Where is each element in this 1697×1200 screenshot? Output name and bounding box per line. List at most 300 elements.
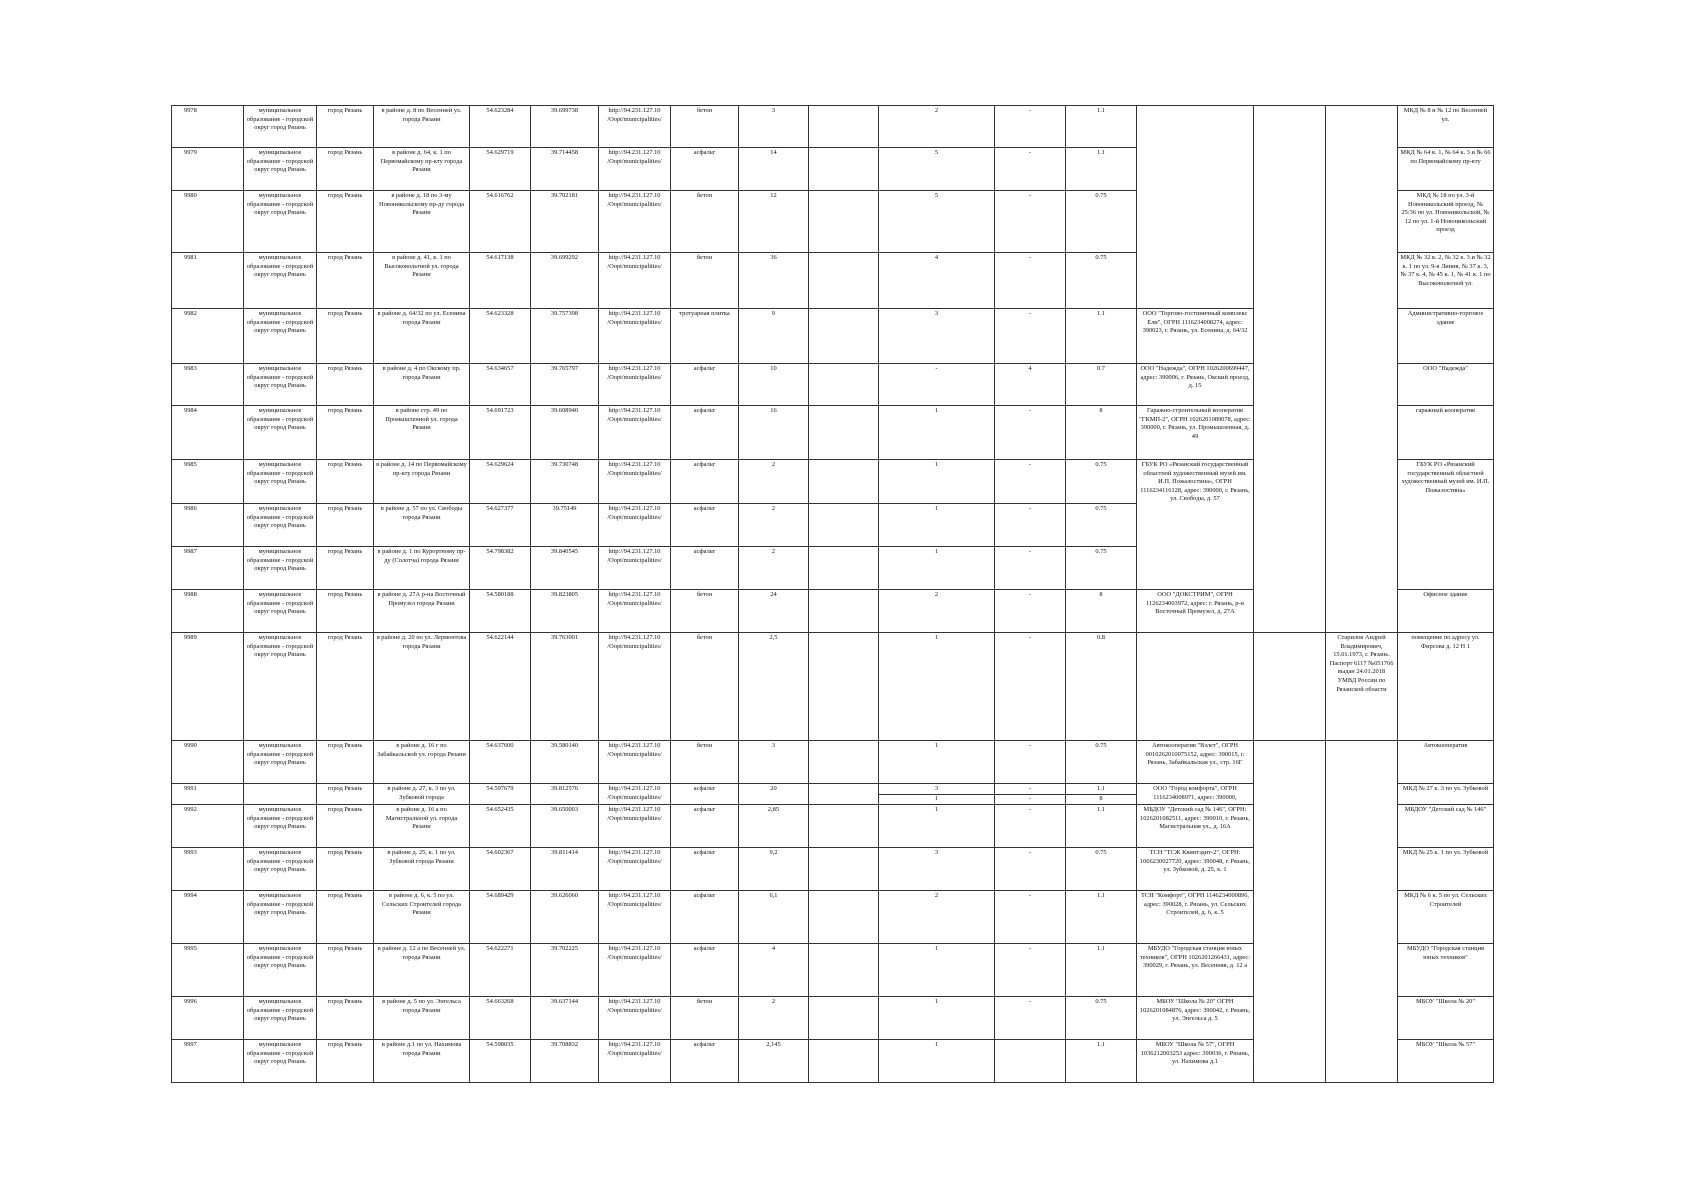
column-9-cell [809, 191, 879, 253]
longitude-cell [531, 891, 599, 944]
map-link-text[interactable]: http://94.231.127.10 /Oopt/municipalities/ [607, 254, 662, 270]
municipality-text: муниципальное образование - городской округ город Рязань [246, 591, 314, 616]
individual-owner-text: Старилов Андрей Владимирович, 15.01.1973, г. Рязань. Паспорт 6117 №051766 выдан 24.01.2018 УМВД России по Рязанской области [1329, 634, 1394, 693]
map-link-text[interactable]: http://94.231.127.10 /Oopt/municipalities/ [607, 505, 662, 521]
surface-type-cell [671, 944, 739, 997]
area-text: 2 [771, 998, 776, 1006]
area-cell [739, 944, 809, 997]
column-11-cell [995, 805, 1066, 848]
longitude-text: 39.812576 [550, 785, 579, 792]
longitude-cell [531, 148, 599, 191]
location-address-cell [374, 805, 470, 848]
container-count-text: 5 [934, 149, 939, 156]
waste-source-text: МКД № 8 и № 12 по Весенней ул. [1403, 107, 1488, 123]
city-cell [317, 590, 374, 633]
map-link-cell[interactable] [599, 1040, 671, 1083]
container-count-text: 2 [934, 892, 939, 900]
map-link-cell[interactable] [599, 191, 671, 253]
container-count-cell [879, 1040, 995, 1083]
map-link-cell[interactable] [599, 805, 671, 848]
latitude-text: 54.623284 [486, 107, 514, 114]
longitude-text: 39.626060 [550, 892, 579, 900]
container-volume-text: 8 [1099, 591, 1103, 598]
map-link-text[interactable]: http://94.231.127.10 /Oopt/municipalities/ [607, 742, 662, 758]
record-number-cell [172, 106, 244, 148]
map-link-cell[interactable] [599, 997, 671, 1040]
column-11-cell [995, 590, 1066, 633]
surface-type-cell [671, 590, 739, 633]
map-link-text[interactable]: http://94.231.127.10 /Oopt/municipalities/ [607, 149, 662, 165]
latitude-text: 54.652435 [486, 806, 514, 814]
map-link-text[interactable]: http://94.231.127.10 /Oopt/municipalities/ [607, 849, 662, 865]
area-cell [739, 784, 809, 805]
map-link-text[interactable]: http://94.231.127.10 /Oopt/municipalities/ [607, 365, 662, 381]
column-11-text: - [1028, 945, 1032, 953]
city-text: город Рязань [327, 849, 363, 857]
latitude-cell [470, 633, 531, 741]
column-9-cell [809, 805, 879, 848]
map-link-text[interactable]: http://94.231.127.10 /Oopt/municipalities/ [607, 310, 662, 326]
container-volume-cell [1066, 784, 1137, 805]
city-text: город Рязань [327, 407, 363, 414]
location-address-text: в районе д. 25, к. 1 по ул. Зубковой города Рязани [387, 849, 456, 865]
map-link-cell[interactable] [599, 504, 671, 547]
container-volume-text: 0.7 [1097, 365, 1105, 372]
location-address-text: в районе д. 41, к. 1 по Высоковольтной ул. города Рязани [384, 254, 459, 279]
container-count-text: 4 [934, 254, 939, 261]
surface-type-text: бетон [696, 192, 713, 199]
column-11-cell [995, 460, 1066, 504]
owner-info-cell [1137, 406, 1254, 460]
latitude-cell [470, 590, 531, 633]
location-address-text: в районе д. 18 по 3-му Новоникольскому пр-ду города Рязани [378, 192, 465, 217]
owner-info-text: МБОУ "Школа № 20" ОГРН 1026201084876, адрес: 390042, г. Рязань, ул. Энгельса д. 5 [1139, 998, 1251, 1023]
waste-source-text: МКД № 27 к. 3 по ул. Зубковой [1402, 785, 1489, 792]
latitude-text: 54.691723 [486, 407, 514, 414]
area-text: 6,1 [769, 892, 778, 900]
longitude-text: 39.823805 [550, 591, 579, 598]
column-11-text: - [1028, 591, 1032, 598]
location-address-cell [374, 741, 470, 784]
city-text: город Рязань [327, 365, 363, 372]
container-volume-text: 1.1 [1097, 310, 1105, 317]
municipality-text: муниципальное образование - городской округ город Рязань [246, 107, 314, 132]
record-number-cell [172, 547, 244, 590]
owner-info-cell [1137, 309, 1254, 364]
map-link-text[interactable]: http://94.231.127.10 /Oopt/municipalities/ [607, 1041, 662, 1057]
record-number-text: 9987 [184, 548, 197, 555]
column-14-cell [1254, 633, 1326, 741]
map-link-text[interactable]: http://94.231.127.10 /Oopt/municipalities/ [607, 892, 662, 908]
municipality-text: муниципальное образование - городской округ город Рязань [246, 548, 314, 573]
area-cell [739, 997, 809, 1040]
location-address-text: в районе д. 27, к. 3 по ул. Зубковой города [387, 785, 456, 801]
column-9-cell [809, 106, 879, 148]
waste-source-text: ГБУК РО «Рязанский государственный областной художественный музей им. И.П. Пожалостина» [1401, 461, 1490, 494]
column-11-cell [995, 309, 1066, 364]
column-11-cell [995, 848, 1066, 891]
container-count-text: 1 [934, 945, 939, 953]
longitude-text: 39.765797 [550, 365, 579, 372]
longitude-cell [531, 805, 599, 848]
container-volume-cell [1066, 148, 1137, 191]
map-link-cell[interactable] [599, 741, 671, 784]
area-text: 14 [770, 149, 777, 156]
surface-type-text: бетон [696, 254, 713, 261]
latitude-cell [470, 253, 531, 309]
owner-info-cell [1137, 633, 1254, 741]
city-cell [317, 406, 374, 460]
location-address-cell [374, 891, 470, 944]
map-link-cell[interactable] [599, 547, 671, 590]
container-count-cell [879, 891, 995, 944]
city-cell [317, 741, 374, 784]
latitude-text: 54.580188 [486, 591, 514, 598]
latitude-text: 54.798382 [486, 548, 514, 555]
owner-info-text: ООО "ДОКСТРИМ", ОГРН 1126234003972, адрес: г. Рязань, р-н Восточный Промузел, д. 27А [1146, 591, 1244, 616]
record-number-text: 9982 [184, 310, 197, 317]
container-count-cell [879, 741, 995, 784]
municipality-text: муниципальное образование - городской округ город Рязань [246, 505, 314, 530]
map-link-cell[interactable] [599, 848, 671, 891]
location-address-cell [374, 106, 470, 148]
latitude-cell [470, 997, 531, 1040]
area-cell [739, 106, 809, 148]
container-count-cell [879, 191, 995, 253]
container-volume-text: 8 [1099, 407, 1103, 414]
column-11-cell [995, 741, 1066, 784]
city-text: город Рязань [327, 945, 363, 953]
surface-type-text: асфальт [693, 548, 716, 555]
column-11-cell [995, 106, 1066, 148]
container-count-text: 2 [934, 591, 939, 598]
municipality-cell [244, 106, 317, 148]
municipality-cell [244, 805, 317, 848]
area-cell [739, 891, 809, 944]
container-volume-cell [1066, 805, 1137, 848]
location-address-text: в районе д. 12 а по Весенней ул. города Рязани [377, 945, 466, 961]
longitude-text: 39.714458 [550, 149, 579, 156]
container-count-text: 1 [934, 1041, 939, 1049]
container-count-cell [879, 633, 995, 741]
record-number-cell [172, 309, 244, 364]
container-volume-cell [1066, 191, 1137, 253]
latitude-text: 54.616762 [486, 192, 514, 199]
waste-source-cell [1398, 1040, 1494, 1083]
map-link-cell[interactable] [599, 460, 671, 504]
container-count-text: 1 [934, 806, 939, 814]
surface-type-text: асфальт [693, 407, 716, 414]
latitude-cell [470, 741, 531, 784]
waste-source-cell [1398, 253, 1494, 309]
location-address-cell [374, 848, 470, 891]
record-number-text: 9989 [184, 634, 197, 641]
column-9-cell [809, 891, 879, 944]
surface-type-cell [671, 309, 739, 364]
container-volume-cell [1066, 891, 1137, 944]
column-11-text: - [1028, 192, 1032, 199]
map-link-text[interactable]: http://94.231.127.10 /Oopt/municipalities/ [607, 192, 662, 208]
waste-source-cell [1398, 633, 1494, 741]
map-link-text[interactable]: http://94.231.127.10 /Oopt/municipalities/ [607, 945, 662, 961]
area-text: 36 [770, 254, 777, 261]
city-cell [317, 148, 374, 191]
column-11-cell [995, 1040, 1066, 1083]
container-volume-text: 0.75 [1095, 742, 1107, 749]
location-address-text: в районе д. 8 по Весенней ул. города Рязани [381, 107, 462, 123]
city-text: город Рязань [327, 785, 363, 792]
longitude-text: 39.763001 [550, 634, 579, 641]
area-cell [739, 406, 809, 460]
owner-info-text: МБДОУ "Детский сад № 146", ОГРН: 1026201082511, адрес: 390010, г. Рязань, Магистральная ул., д. 16А [1140, 806, 1250, 831]
column-11-cell [995, 253, 1066, 309]
owner-info-text: Автокооператив "Взлет", ОГРН 0010262010075152, адрес: 390015, г. Рязань, Забайкальская ул., стр. 16Г [1145, 742, 1245, 767]
container-volume-cell [1066, 633, 1137, 741]
city-cell [317, 944, 374, 997]
latitude-cell [470, 460, 531, 504]
individual-owner-cell [1326, 106, 1398, 633]
record-number-text: 9980 [184, 192, 197, 199]
municipality-text: муниципальное образование - городской округ город Рязань [246, 742, 314, 767]
location-address-cell [374, 633, 470, 741]
municipality-text: муниципальное образование - городской округ город Рязань [246, 892, 314, 917]
municipality-text: муниципальное образование - городской округ город Рязань [246, 461, 314, 486]
waste-source-text: МКД № 64 к. 1, № 64 к. 3 и № 66 по Первомайскому пр-кту [1400, 149, 1491, 165]
map-link-text[interactable]: http://94.231.127.10 /Oopt/municipalities/ [607, 461, 662, 477]
city-cell [317, 1040, 374, 1083]
surface-type-text: бетон [696, 634, 713, 641]
latitude-text: 54.689429 [486, 892, 514, 900]
location-address-cell [374, 504, 470, 547]
area-text: 2 [771, 505, 776, 512]
map-link-cell[interactable] [599, 106, 671, 148]
container-volume-cell [1066, 253, 1137, 309]
waste-source-text: МКД № 18 по ул. 3-й Новоникольский проезд, № 25/36 по ул. Новоникольской, № 12 по ул. 1-й Новоникольский проезд [1401, 192, 1490, 234]
location-address-cell [374, 406, 470, 460]
latitude-text: 54.598035 [486, 1041, 514, 1049]
city-cell [317, 997, 374, 1040]
column-11-text: - [1028, 892, 1032, 900]
city-cell [317, 504, 374, 547]
surface-type-cell [671, 997, 739, 1040]
container-count-cell [879, 460, 995, 504]
latitude-text: 54.622271 [486, 945, 514, 953]
surface-type-cell [671, 805, 739, 848]
column-14-cell [1254, 741, 1326, 1083]
record-number-text: 9978 [184, 107, 197, 114]
container-volume-text: 1.1 [1097, 1041, 1105, 1049]
map-link-text[interactable]: http://94.231.127.10 /Oopt/municipalities/ [607, 785, 662, 801]
latitude-cell [470, 148, 531, 191]
map-link-text[interactable]: http://94.231.127.10 /Oopt/municipalities/ [607, 548, 662, 564]
surface-type-text: бетон [696, 107, 713, 114]
longitude-text: 39.699292 [550, 254, 579, 261]
longitude-cell [531, 633, 599, 741]
map-link-cell[interactable] [599, 253, 671, 309]
area-text: 20 [770, 785, 777, 792]
map-link-cell[interactable] [599, 891, 671, 944]
column-9-cell [809, 148, 879, 191]
table-row [172, 106, 1494, 148]
area-text: 2,85 [767, 806, 780, 814]
latitude-cell [470, 891, 531, 944]
container-volume-cell [1066, 406, 1137, 460]
container-volume-part: 8 [1066, 794, 1136, 804]
area-cell [739, 547, 809, 590]
location-address-cell [374, 997, 470, 1040]
map-link-cell[interactable] [599, 148, 671, 191]
column-11-cell [995, 997, 1066, 1040]
longitude-cell [531, 784, 599, 805]
owner-info-text: МБОУ "Школа № 57", ОГРН 1036212003253 адрес: 390036, г. Рязань, ул. Нахимова д.1 [1140, 1041, 1250, 1066]
location-address-text: в районе стр. 49 по Промышленной ул. города Рязани [385, 407, 458, 432]
surface-type-text: бетон [696, 998, 713, 1006]
municipality-cell [244, 944, 317, 997]
location-address-text: в районе д. 64, к. 1 по Первомайскому пр-кту города Рязани [380, 149, 463, 174]
container-volume-text: 0.75 [1095, 998, 1107, 1006]
city-text: город Рязань [327, 806, 363, 814]
longitude-text: 39.730748 [550, 461, 579, 468]
city-cell [317, 309, 374, 364]
surface-type-cell [671, 253, 739, 309]
surface-type-cell [671, 633, 739, 741]
city-text: город Рязань [327, 149, 363, 156]
container-volume-text: 0.75 [1095, 505, 1107, 512]
surface-type-text: асфальт [693, 1041, 716, 1049]
container-volume-text: 1.1 [1097, 149, 1105, 156]
map-link-cell[interactable] [599, 784, 671, 805]
longitude-cell [531, 1040, 599, 1083]
area-text: 24 [770, 591, 777, 598]
container-volume-cell [1066, 364, 1137, 406]
waste-source-text: ООО "Надежда" [1423, 365, 1468, 372]
surface-type-cell [671, 547, 739, 590]
map-link-cell[interactable] [599, 406, 671, 460]
map-link-cell[interactable] [599, 364, 671, 406]
map-link-text[interactable]: http://94.231.127.10 /Oopt/municipalities/ [607, 806, 662, 822]
map-link-cell[interactable] [599, 590, 671, 633]
waste-source-cell [1398, 148, 1494, 191]
location-address-cell [374, 148, 470, 191]
waste-source-text: МКД № 25 к. 1 по ул. Зубковой [1402, 849, 1489, 857]
map-link-text[interactable]: http://94.231.127.10 /Oopt/municipalities/ [607, 407, 662, 423]
surface-type-cell [671, 460, 739, 504]
longitude-text: 39.650003 [550, 806, 579, 814]
map-link-cell[interactable] [599, 309, 671, 364]
container-count-text: 1 [934, 998, 939, 1006]
city-cell [317, 460, 374, 504]
longitude-cell [531, 997, 599, 1040]
city-cell [317, 106, 374, 148]
city-cell [317, 191, 374, 253]
owner-info-cell [1137, 460, 1254, 590]
waste-source-text: МКД № 32 к. 2, № 32 к. 3 и № 32 к. 1 по ул. 9-я Линия, № 37 к. 3, № 37 к. 4, № 45 к. 1, № 41 к. 1 по Высоковольтной ул. [1400, 254, 1491, 287]
column-11-cell [995, 891, 1066, 944]
location-address-text: в районе д. 6, к. 5 по ул. Сельских Строителей города Рязани [382, 892, 461, 917]
record-number-cell [172, 364, 244, 406]
column-9-cell [809, 406, 879, 460]
city-cell [317, 784, 374, 805]
container-volume-cell [1066, 460, 1137, 504]
container-volume-text: 0.8 [1097, 634, 1105, 641]
location-address-cell [374, 1040, 470, 1083]
owner-info-cell [1137, 805, 1254, 848]
city-text: город Рязань [327, 310, 363, 317]
municipality-text: муниципальное образование - городской округ город Рязань [246, 407, 314, 432]
map-link-text[interactable]: http://94.231.127.10 /Oopt/municipalities/ [607, 998, 662, 1014]
surface-type-text: бетон [696, 591, 713, 598]
record-number-text: 9981 [184, 254, 197, 261]
location-address-cell [374, 547, 470, 590]
location-address-cell [374, 460, 470, 504]
registry-table-body [172, 106, 1494, 1083]
area-cell [739, 309, 809, 364]
record-number-text: 9985 [184, 461, 197, 468]
waste-source-cell [1398, 309, 1494, 364]
waste-source-cell [1398, 848, 1494, 891]
waste-source-text: Административно-торговое здание [1407, 310, 1484, 326]
column-9-cell [809, 460, 879, 504]
location-address-cell [374, 191, 470, 253]
container-count-cell [879, 944, 995, 997]
location-address-cell [374, 784, 470, 805]
map-link-cell[interactable] [599, 944, 671, 997]
container-volume-part: 1.1 [1097, 785, 1105, 792]
container-count-cell [879, 106, 995, 148]
surface-type-text: асфальт [693, 505, 716, 512]
longitude-cell [531, 504, 599, 547]
container-volume-cell [1066, 309, 1137, 364]
latitude-cell [470, 504, 531, 547]
individual-owner-cell [1326, 633, 1398, 741]
column-11-cell [995, 784, 1066, 805]
area-text: 12 [770, 192, 777, 199]
container-count-cell [879, 406, 995, 460]
municipality-cell [244, 406, 317, 460]
owner-info-cell [1137, 364, 1254, 406]
area-text: 2 [771, 548, 776, 555]
map-link-text[interactable]: http://94.231.127.10 /Oopt/municipalities/ [607, 634, 662, 650]
waste-source-text: МБУДО "Городская станция юных техников" [1407, 945, 1484, 961]
container-count-cell [879, 364, 995, 406]
longitude-text: 39.840545 [550, 548, 579, 555]
municipality-text: муниципальное образование - городской округ город Рязань [246, 310, 314, 335]
latitude-text: 54.634657 [486, 365, 514, 372]
municipality-text: муниципальное образование - городской округ город Рязань [246, 1041, 314, 1066]
map-link-text[interactable]: http://94.231.127.10 /Oopt/municipalities/ [607, 591, 662, 607]
waste-source-text: Офисное здание [1423, 591, 1468, 598]
record-number-text: 9990 [184, 742, 197, 749]
record-number-cell [172, 944, 244, 997]
container-volume-cell [1066, 106, 1137, 148]
owner-info-text: Гаражно-строительный кооператив "ГКМП-2", ОГРН 1026201089078, адрес: 390000, г. Рязань, ул. Промышленная, д. 49 [1139, 407, 1251, 440]
waste-source-cell [1398, 406, 1494, 460]
map-link-cell[interactable] [599, 633, 671, 741]
container-count-text: 5 [934, 192, 939, 199]
column-11-part: - [995, 794, 1065, 804]
container-count-cell [879, 547, 995, 590]
column-11-text: - [1028, 742, 1032, 749]
longitude-text: 39.811414 [551, 849, 578, 857]
area-cell [739, 504, 809, 547]
map-link-text[interactable]: http://94.231.127.10 /Oopt/municipalities/ [607, 107, 662, 123]
municipality-cell [244, 848, 317, 891]
column-11-text: - [1028, 634, 1032, 641]
surface-type-cell [671, 1040, 739, 1083]
city-cell [317, 633, 374, 741]
column-9-cell [809, 784, 879, 805]
owner-info-text: ООО "Торгово-гостиничный комплекс Ели", ОГРН 1116234008274, адрес: 390023, г. Рязань, ул. Есенина, д. 64/32 [1142, 310, 1248, 335]
